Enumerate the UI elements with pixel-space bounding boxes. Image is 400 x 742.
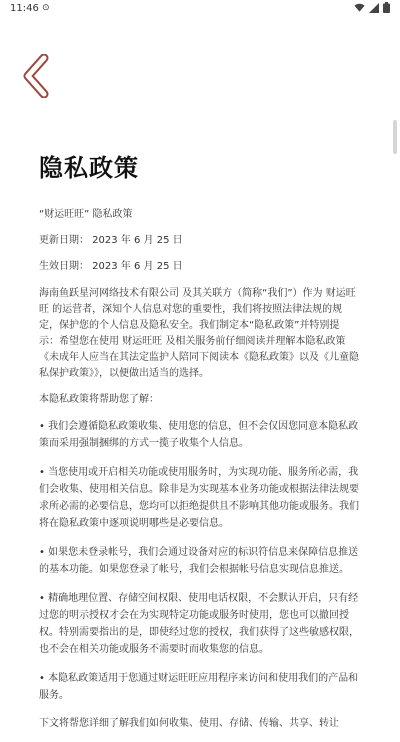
list-item: • 我们会遵循隐私政策收集、使用您的信息，但不会仅因您同意本隐私政策而采用强制捆绑的方式一揽子收集个人信息。	[39, 421, 359, 449]
back-chevron-icon	[20, 54, 56, 98]
cellular-signal-icon	[369, 3, 379, 13]
list-item: • 当您使用或开启相关功能或使用服务时，为实现功能、服务所必需，我们会收集、使用相关信息。除非是为实现基本业务功能或根据法律法规要求所必需的必要信息，您均可以拒绝提供且不影响其他功能或服务。我们将在隐私政策中逐项说明哪些是必要信息。	[39, 467, 359, 529]
battery-icon	[383, 2, 390, 13]
status-bar	[0, 0, 400, 20]
list-item: • 精确地理位置、存储空间权限、使用电话权限，不会默认开启，只有经过您的明示授权才会在为实现特定功能或服务时使用，您也可以撤回授权。特别需要指出的是，即使经过您的授权，我们获得了这些敏感权限，也不会在相关功能或服务不需要时而收集您的信息。	[39, 593, 359, 655]
wifi-icon	[354, 3, 365, 13]
page-title: 隐私政策	[39, 154, 139, 182]
lead-paragraph: 本隐私政策将帮助您了解：	[39, 394, 159, 405]
list-item: • 如果您未登录帐号，我们会通过设备对应的标识符信息来保障信息推送的基本功能。如果您登录了帐号，我们会根据帐号信息实现信息推送。	[39, 547, 359, 575]
tail-paragraph: 下文将帮您详细了解我们如何收集、使用、存储、传输、共享、转让	[39, 718, 339, 729]
status-time: 11:46	[10, 3, 39, 14]
updated-date: 更新日期： 2023 年 6 月 25 日	[39, 235, 183, 246]
back-button[interactable]	[20, 54, 56, 98]
effective-date: 生效日期： 2023 年 6 月 25 日	[39, 261, 183, 272]
intro-paragraph: 海南鱼跃星河网络技术有限公司 及其关联方（简称“我们”）作为 财运旺旺 的运营者，深知个人信息对您的重要性，我们将按照法律法规的规定，保护您的个人信息及隐私安全。我们制定本“隐私政策”并特别提示：希望您在使用 财运旺旺 及相关服务前仔细阅读并理解本隐私政策《未成年人应当在其法定监护人陪同下阅读本《隐私政策》以及《儿童隐私保护政策》》，以便做出适当的选择。	[39, 288, 359, 379]
list-item: • 本隐私政策适用于您通过财运旺旺应用程序来访问和使用我们的产品和服务。	[39, 673, 359, 701]
status-icons	[354, 2, 390, 13]
policy-subtitle: “财运旺旺” 隐私政策	[39, 209, 133, 220]
notification-dot-icon: ⊙	[42, 3, 50, 13]
scrollbar-thumb[interactable]	[393, 120, 397, 154]
policy-content	[39, 148, 359, 742]
